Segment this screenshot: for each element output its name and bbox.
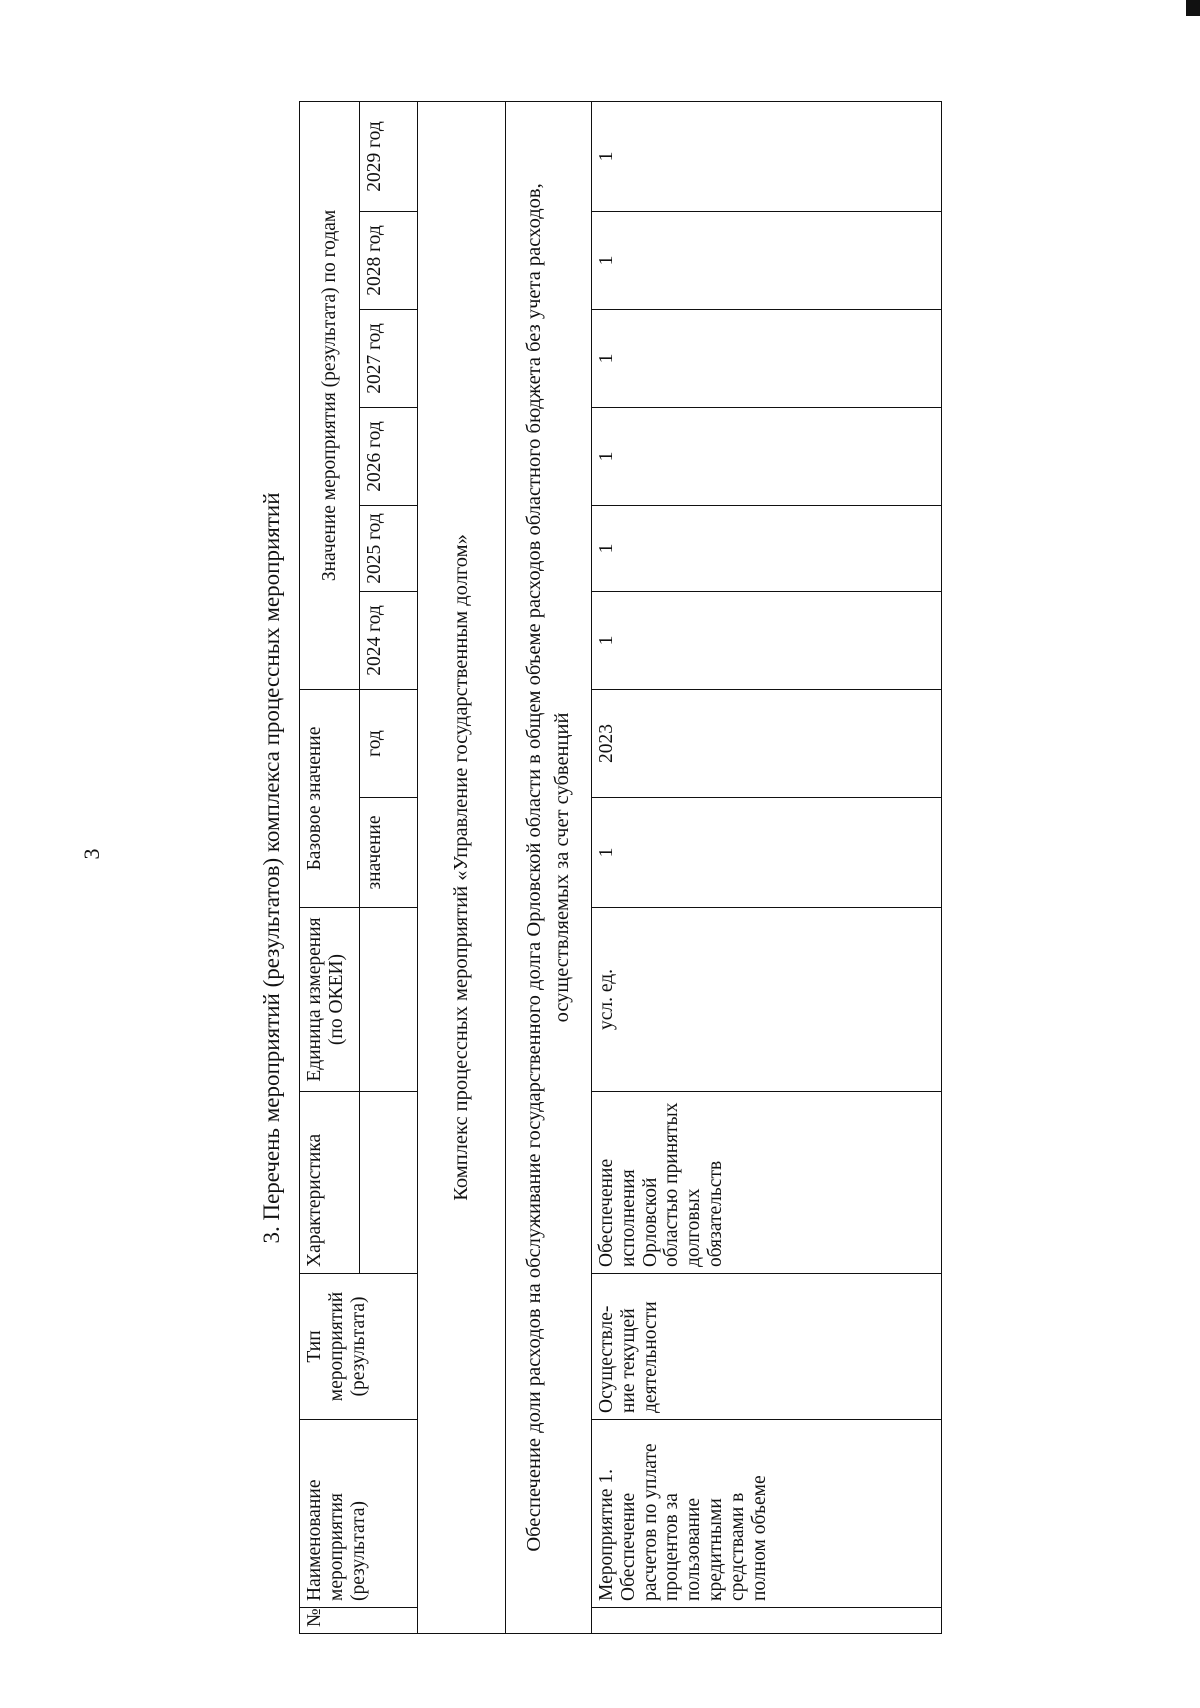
row-base-year: 2023	[592, 689, 942, 797]
header-name: Наименование мероприятия (результата)	[300, 1420, 418, 1608]
header-year-2027: 2027 год	[360, 309, 418, 407]
header-year-2028: 2028 год	[360, 211, 418, 309]
row-name: Мероприятие 1. Обеспечение расчетов по уплате процентов за пользование кредитными средствами в полном объеме	[592, 1420, 942, 1608]
header-unit-blank	[360, 908, 418, 1092]
header-values-by-year: Значение мероприятия (результата) по годам	[300, 101, 360, 689]
row-value-2029: 1	[592, 101, 942, 211]
page-number: 3	[79, 848, 104, 860]
header-year-2024: 2024 год	[360, 591, 418, 689]
header-year-2029: 2029 год	[360, 101, 418, 211]
row-value-2024: 1	[592, 591, 942, 689]
page-title: 3. Перечень мероприятий (результатов) комплекса процессных мероприятий	[259, 492, 284, 1244]
header-row-1	[300, 101, 360, 1633]
row-unit: усл. ед.	[592, 908, 942, 1092]
header-characteristic: Характеристика	[300, 1092, 360, 1274]
complex-row	[418, 101, 506, 1633]
header-base-year: год	[360, 689, 418, 797]
header-year-2025: 2025 год	[360, 505, 418, 591]
header-base: Базовое значение	[300, 689, 360, 907]
row-value-2028: 1	[592, 211, 942, 309]
header-type: Тип мероприятий (результата)	[300, 1274, 418, 1420]
rotated-page-content	[250, 88, 975, 1648]
table-row	[592, 101, 942, 1633]
measures-table	[299, 101, 942, 1634]
task-title: Обеспечение доли расходов на обслуживание государственного долга Орловской области в общем объеме расходов областного бюджета без учета расходов, осуществляемых за счет субвенций	[506, 101, 592, 1633]
row-type: Осуществле-ние текущей деятельности	[592, 1274, 942, 1420]
header-base-value: значение	[360, 798, 418, 908]
row-value-2026: 1	[592, 407, 942, 505]
header-unit: Единица измерения (по ОКЕИ)	[300, 908, 360, 1092]
row-base-value: 1	[592, 798, 942, 908]
row-characteristic: Обеспечение исполнения Орловской областью принятых долговых обязательств	[592, 1092, 942, 1274]
header-characteristic-blank	[360, 1092, 418, 1274]
row-value-2025: 1	[592, 505, 942, 591]
header-year-2026: 2026 год	[360, 407, 418, 505]
task-row	[506, 101, 592, 1633]
row-value-2027: 1	[592, 309, 942, 407]
header-num: №	[300, 1608, 418, 1634]
scan-corner-mark	[1186, 0, 1200, 16]
row-num	[592, 1608, 942, 1634]
complex-title: Комплекс процессных мероприятий «Управление государственным долгом»	[418, 101, 506, 1633]
